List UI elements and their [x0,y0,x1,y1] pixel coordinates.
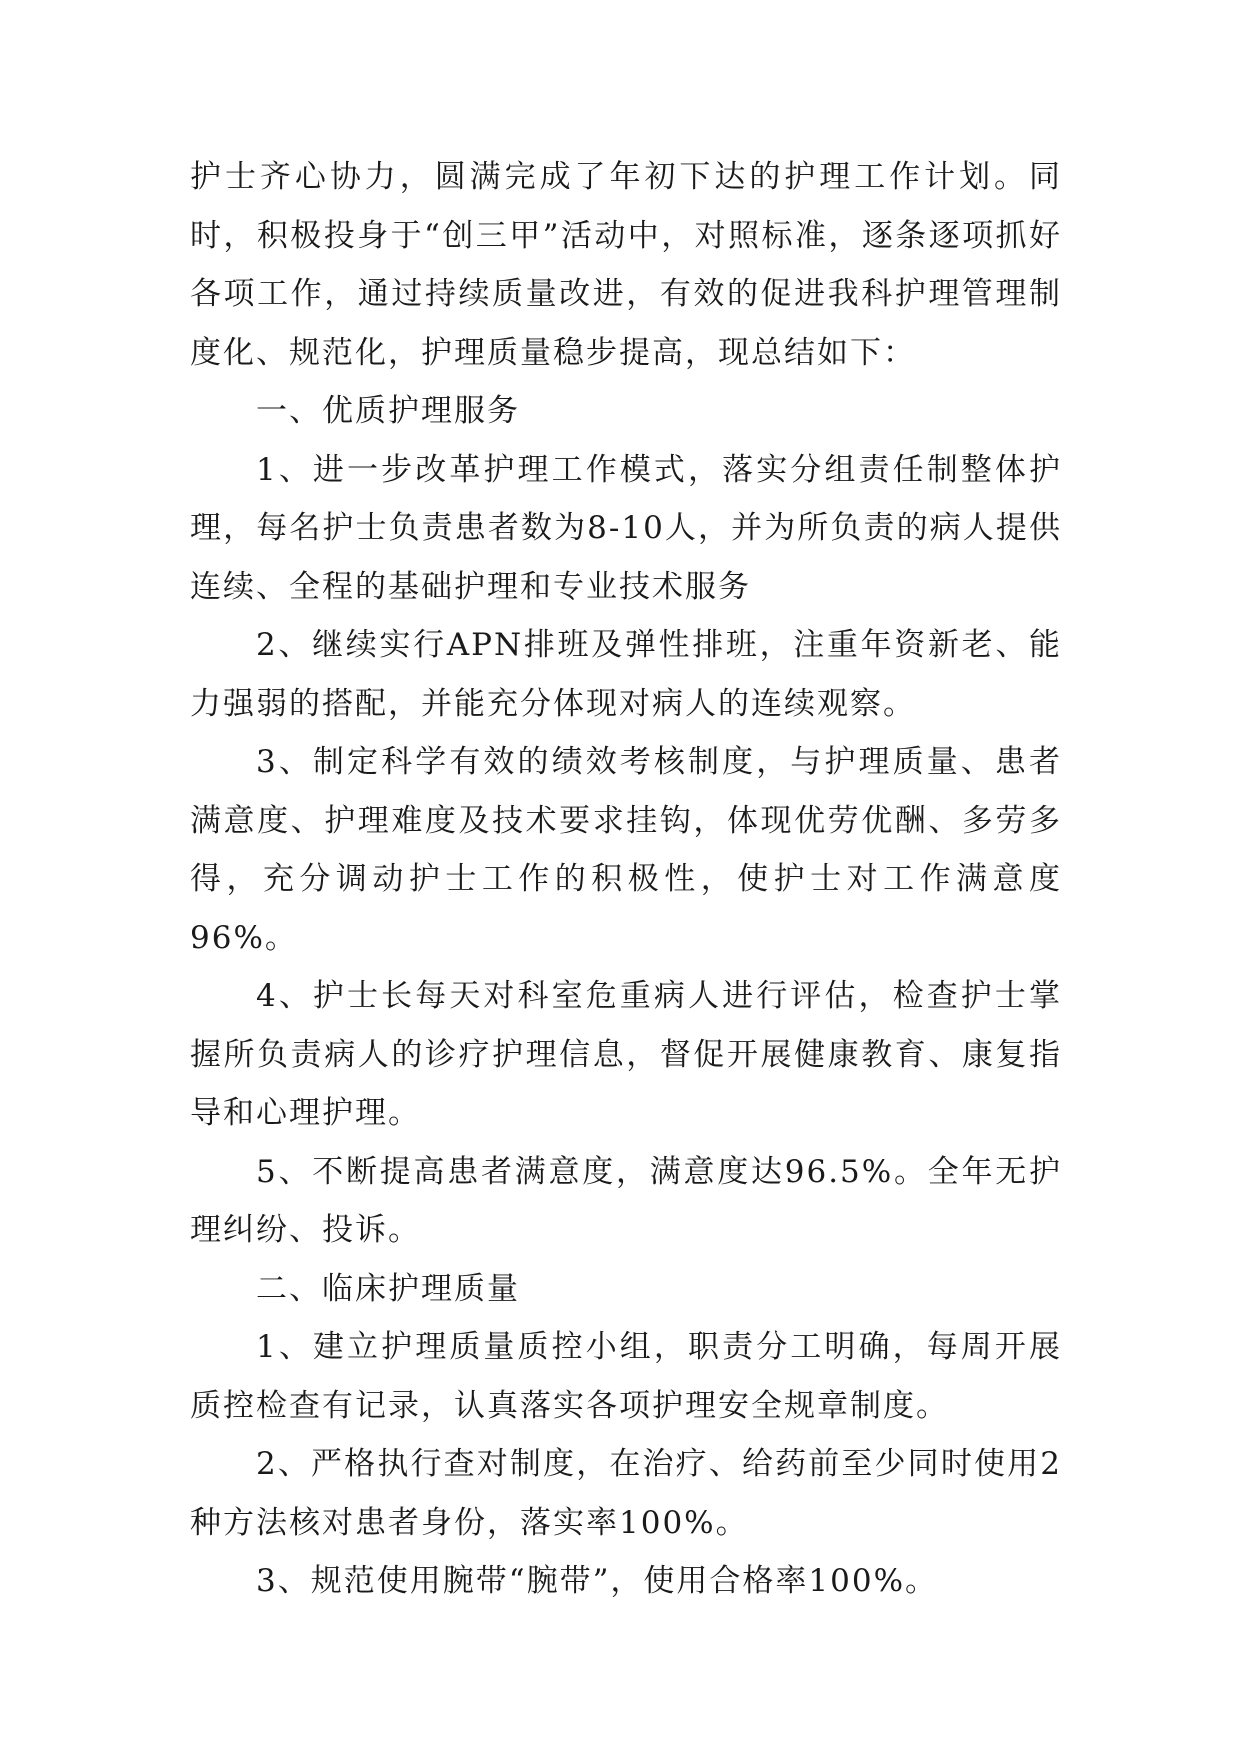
paragraph-intro: 护士齐心协力，圆满完成了年初下达的护理工作计划。同时，积极投身于“创三甲”活动中，对照标准，逐条逐项抓好各项工作，通过持续质量改进，有效的促进我科护理管理制度化、规范化，护理质量稳步提高，现总结如下： [190,159,1062,371]
paragraph-clinical-item-3: 3、规范使用腕带“腕带”，使用合格率100%。 [256,1563,939,1599]
paragraph-item-2: 2、继续实行APN排班及弹性排班，注重年资新老、能力强弱的搭配，并能充分体现对病人的连续观察。 [190,627,1062,722]
paragraph-clinical-item-1: 1、建立护理质量质控小组，职责分工明确，每周开展质控检查有记录，认真落实各项护理安全规章制度。 [190,1329,1062,1424]
paragraph-item-3: 3、制定科学有效的绩效考核制度，与护理质量、患者满意度、护理难度及技术要求挂钩，体现优劳优酬、多劳多得，充分调动护士工作的积极性，使护士对工作满意度96%。 [190,744,1062,956]
paragraph-clinical-item-2: 2、严格执行查对制度，在治疗、给药前至少同时使用2种方法核对患者身份，落实率100%。 [190,1446,1062,1541]
section-heading-clinical-quality: 二、临床护理质量 [256,1270,520,1307]
paragraph-item-4: 4、护士长每天对科室危重病人进行评估，检查护士掌握所负责病人的诊疗护理信息，督促开展健康教育、康复指导和心理护理。 [190,978,1062,1131]
paragraph-item-1: 1、进一步改革护理工作模式，落实分组责任制整体护理，每名护士负责患者数为8-10人，并为所负责的病人提供连续、全程的基础护理和专业技术服务 [190,451,1062,605]
document-page [190,148,1062,1611]
paragraph-item-5: 5、不断提高患者满意度，满意度达96.5%。全年无护理纠纷、投诉。 [190,1153,1062,1248]
section-heading-quality-service: 一、优质护理服务 [256,393,520,429]
